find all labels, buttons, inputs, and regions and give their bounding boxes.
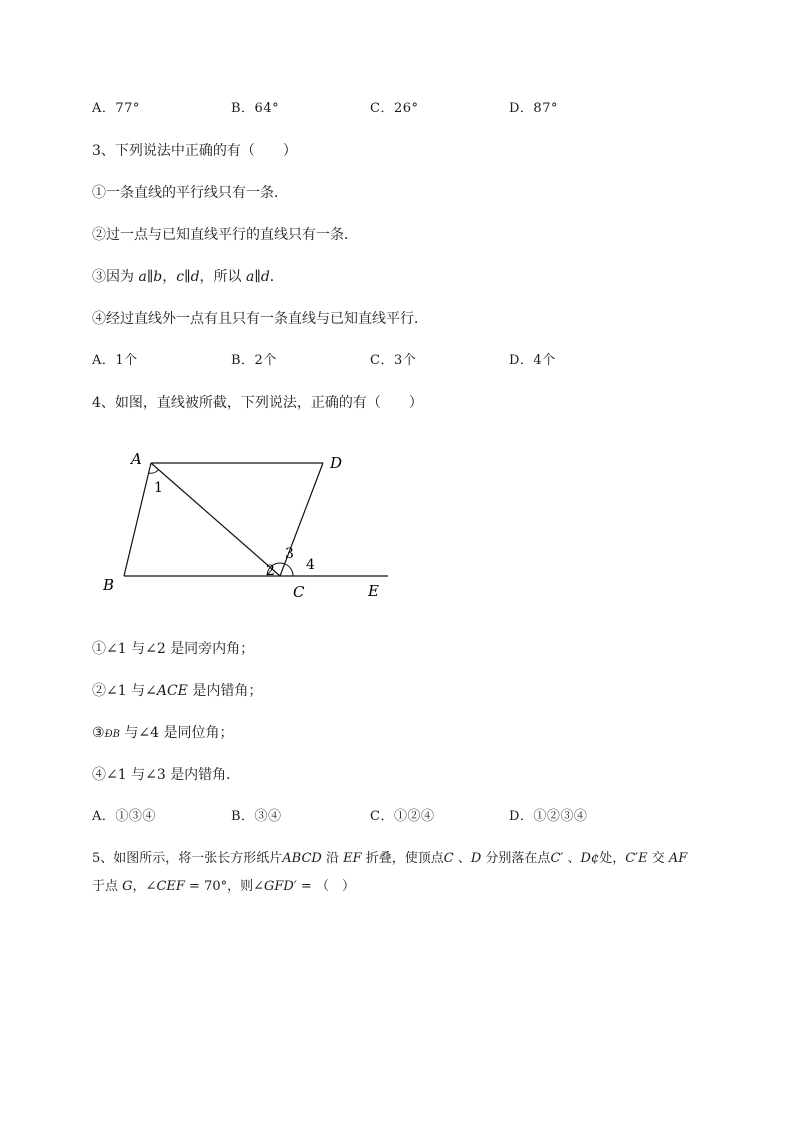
q4-s2-text: 是内错角； [187,683,263,699]
q3-s3-var: a [138,269,147,285]
q4-option-c: C．①②④ [370,809,435,824]
q4-option-b: B．③④ [231,809,282,824]
q4-figure [95,445,405,614]
q3-s3-text: ③因为 [92,269,139,285]
label-angle-3: 3 [285,546,294,562]
q5-math: EF [343,851,362,866]
q5-text: 交 [647,851,669,866]
label-c: C [293,583,305,601]
q4-s1-text: ①∠1 与∠2 [92,641,171,657]
q5-math: C [443,851,454,866]
segment-ac [151,463,280,576]
q3-s3-var: a [245,269,255,285]
q3-option-a: A．1个 [92,353,138,368]
q5-math: D [470,851,482,866]
q3-statement-3 [92,268,284,286]
q4-statement-1 [92,640,254,658]
q5-math: D¢ [580,851,600,866]
label-a: A [131,450,142,468]
label-d: D [330,454,343,472]
q5-text: 折叠，使顶点 [361,851,444,866]
label-angle-1: 1 [154,480,163,496]
q5-text: 、 [563,851,581,866]
angle-1-arc [149,470,159,474]
q4-statement-2 [92,682,262,700]
q4-option-a: A．①③④ [92,809,156,824]
q2-option-d: D．87° [509,101,558,116]
q5-text: 、 [453,851,471,866]
label-angle-4: 4 [306,557,315,573]
q3-s3-parallel: ∥ [254,269,261,285]
q3-s3-parallel: ∥ [146,269,154,285]
q2-option-b: B．64° [231,101,280,116]
q5-stem-line-2 [92,878,355,896]
label-angle-2: 2 [266,563,275,579]
angle-4-arc [285,564,293,576]
q4-s3-text: 是同位角； [163,725,234,741]
q4-option-d: D．①②③④ [509,809,588,824]
q2-option-a: A．77° [92,101,140,116]
q4-geometry-diagram [95,445,405,610]
q5-stem-line-1 [92,850,687,868]
q5-math: C′ [550,851,564,866]
q5-text: 沿 [321,851,344,866]
segment-ab [124,463,151,576]
q3-s3-text: ． [269,269,284,285]
q3-s3-var: b [153,269,163,285]
q3-s3-var: c [176,269,185,285]
q5-text: = （ ） [296,879,355,894]
q3-s3-var: d [190,269,200,285]
q3-option-c: C．3个 [370,353,417,368]
q5-math: G [122,879,133,894]
q3-s3-var: d [260,269,270,285]
q4-s3-text: 与∠4 [119,725,164,741]
q5-text: ，∠ [132,879,157,894]
q4-stem: 4、如图，直线被所截，下列说法，正确的有（ ） [92,395,423,411]
label-e: E [368,582,379,600]
q3-option-b: B．2个 [231,353,277,368]
q5-math: C′E [625,851,648,866]
q5-math: ABCD [282,851,322,866]
q3-stem: 3、下列说法中正确的有（ ） [92,143,297,159]
q4-s1-text: 是同旁内角； [170,641,255,657]
q4-statement-3 [92,724,234,744]
q5-text: = 70°，则∠ [184,879,264,894]
q5-math: AF [668,851,688,866]
q4-s2-math: ACE [156,683,188,699]
q3-option-d: D．4个 [509,353,556,368]
q5-math: GFD′ [264,879,297,894]
q3-statement-4: ④经过直线外一点有且只有一条直线与已知直线平行． [92,311,428,327]
q5-text: 5、如图所示，将一张长方形纸片 [92,851,283,866]
q4-s3-text: ③ [92,725,105,741]
q4-s3-math: ÐB [104,729,120,740]
q5-text: 处， [599,851,626,866]
q5-text: 分别落在点 [481,851,551,866]
q4-s4-text: 是内错角． [170,767,241,783]
q4-statement-4 [92,766,240,784]
q3-s3-parallel: ∥ [184,269,191,285]
q2-option-c: C．26° [370,101,419,116]
label-b: B [103,576,115,594]
q4-s2-text: ②∠1 与∠ [92,683,157,699]
q3-s3-text: ， [162,269,177,285]
q5-math: CEF [156,879,185,894]
q3-statement-2: ②过一点与已知直线平行的直线只有一条． [92,227,358,243]
q5-text: 于点 [92,879,123,894]
q4-s4-text: ④∠1 与∠3 [92,767,171,783]
q3-s3-text: ，所以 [199,269,246,285]
q3-statement-1: ①一条直线的平行线只有一条． [92,185,288,201]
